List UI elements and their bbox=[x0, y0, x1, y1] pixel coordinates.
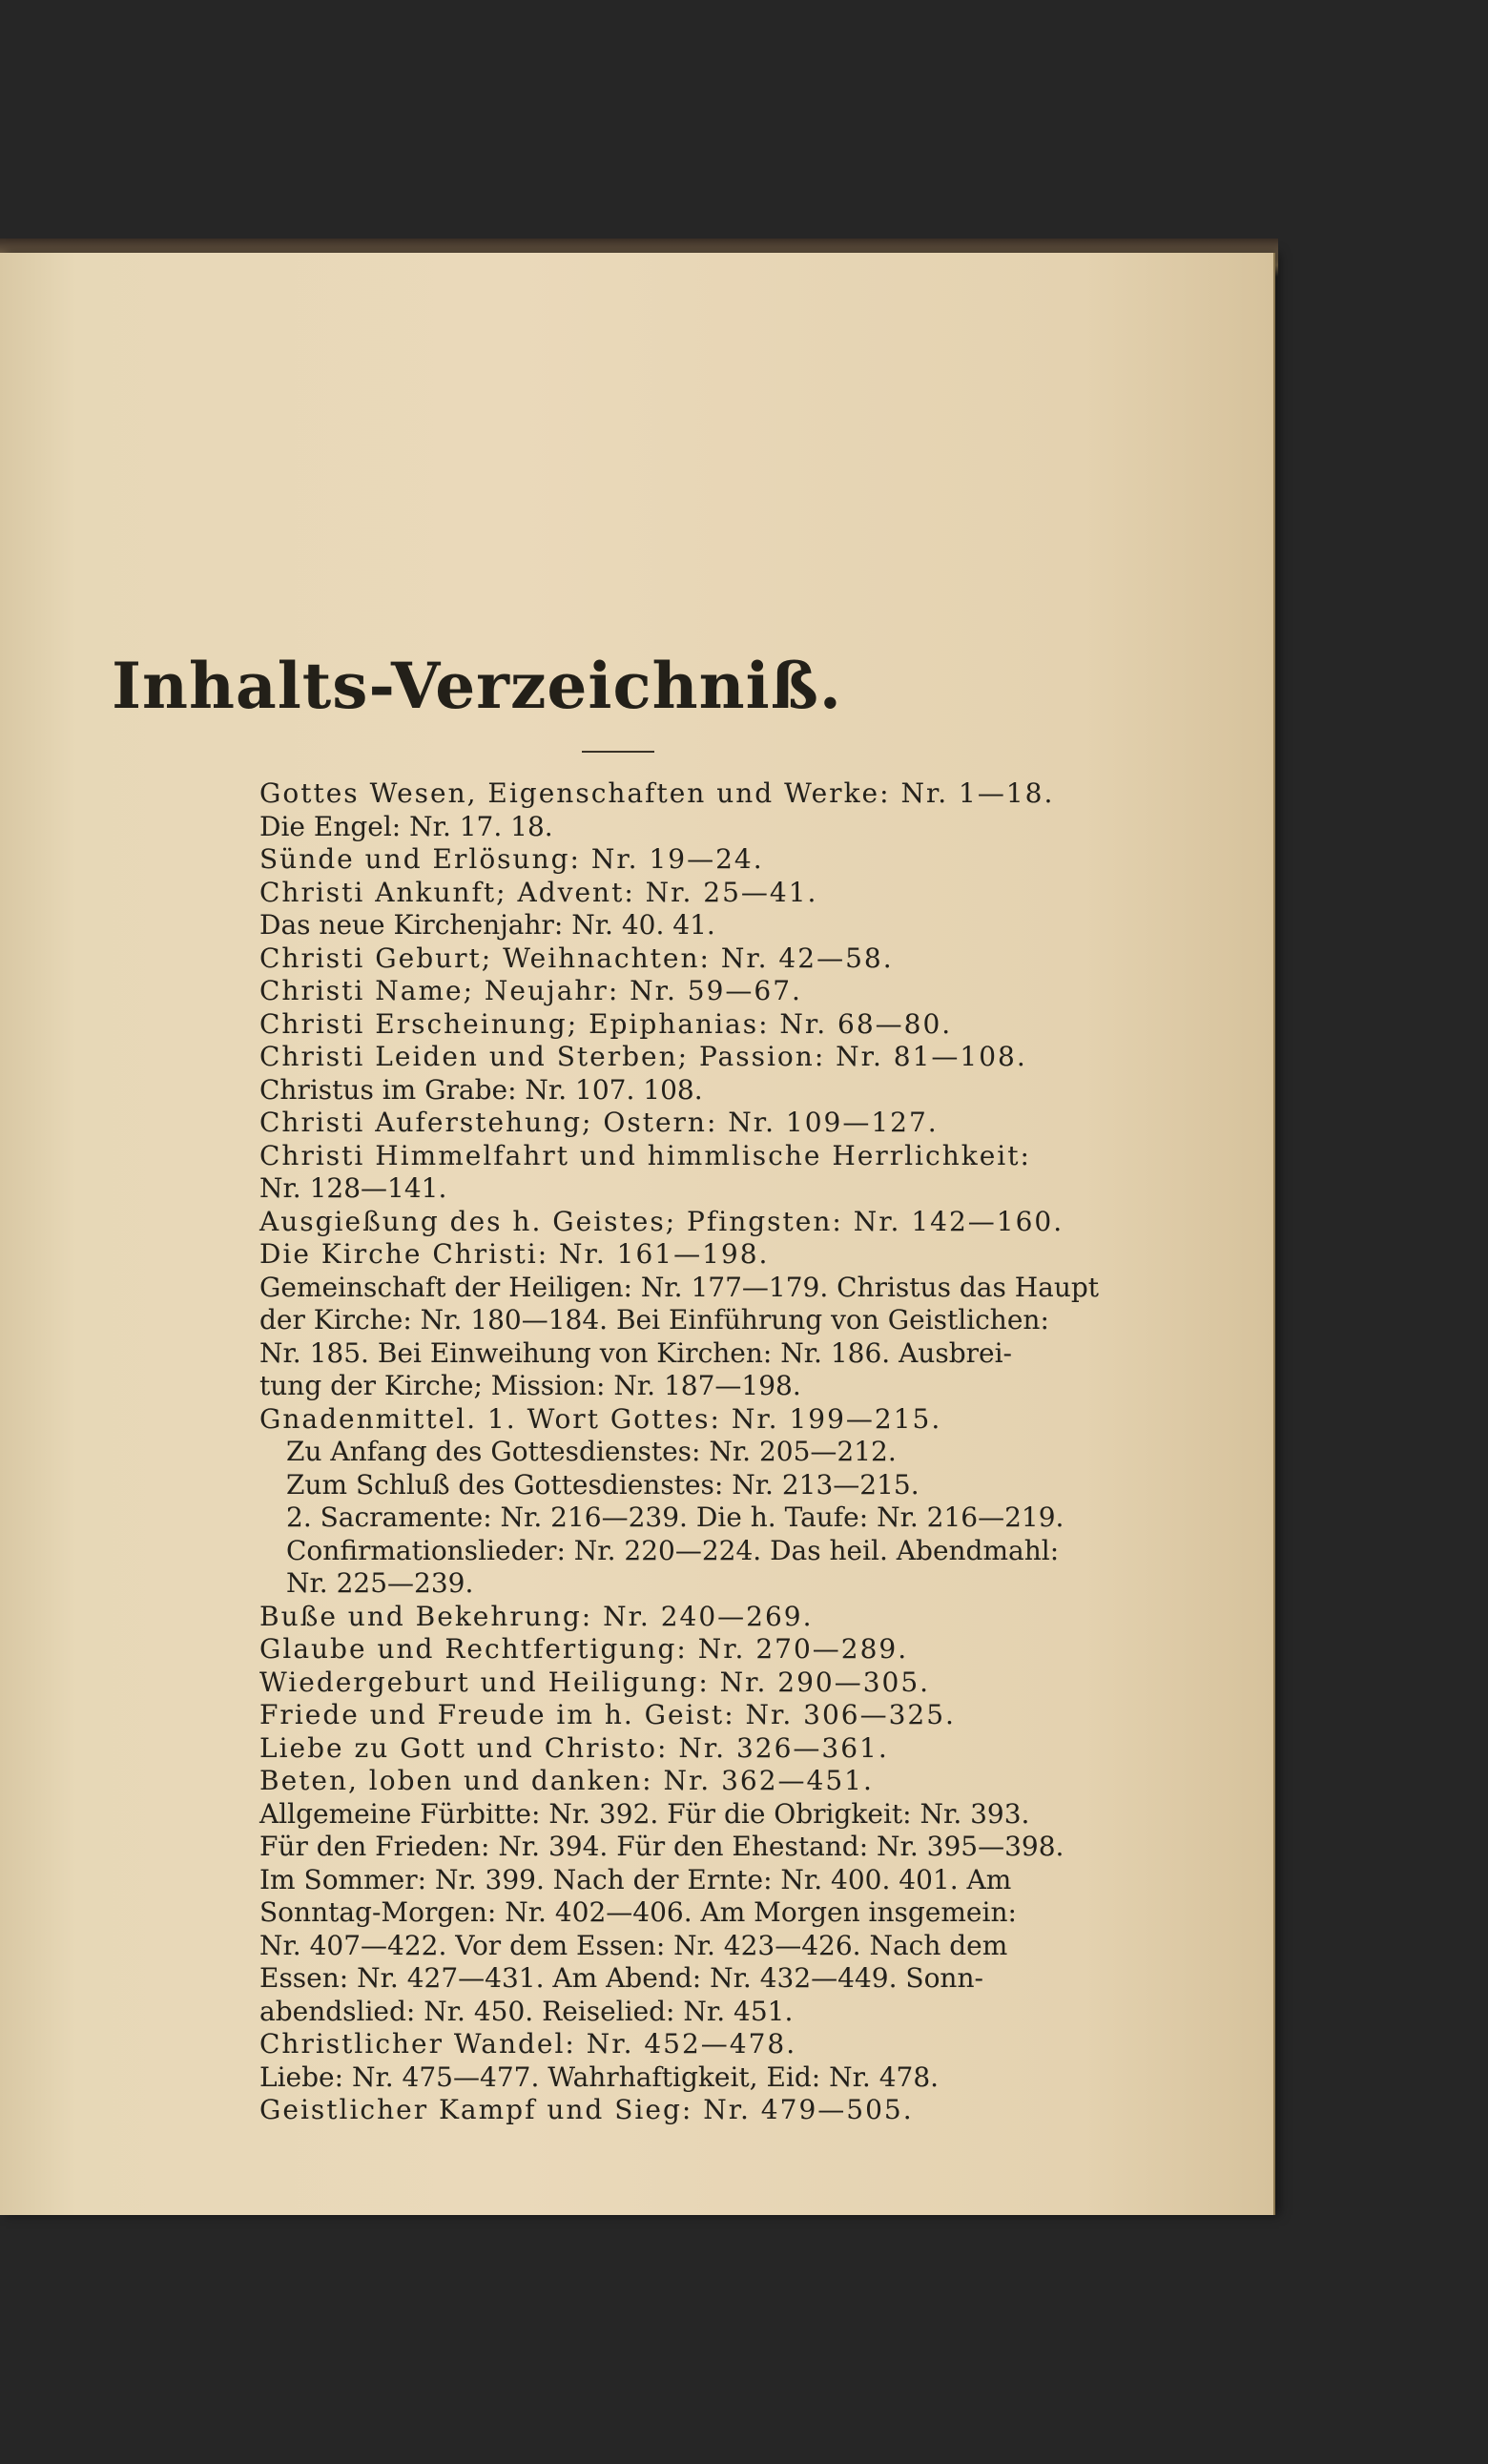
toc-entry-text: Ausgießung des h. Geistes; Pfingsten: Nr. 142—160. bbox=[259, 1205, 1064, 1237]
toc-entry-text: Christi Erscheinung; Epiphanias: Nr. 68—80. bbox=[259, 1007, 953, 1040]
toc-entry-text: Christi Himmelfahrt und himmlische Herrlichkeit: bbox=[259, 1139, 1031, 1171]
toc-entry-text: Confirmationslieder: Nr. 220—224. Das heil. Abendmahl: bbox=[286, 1534, 1060, 1566]
toc-entry-text: tung der Kirche; Mission: Nr. 187—198. bbox=[259, 1370, 801, 1401]
toc-entry-text: Christi Geburt; Weihnachten: Nr. 42—58. bbox=[259, 942, 894, 974]
toc-entry-text: 2. Sacramente: Nr. 216—239. Die h. Taufe: Nr. 216—219. bbox=[286, 1501, 1064, 1533]
toc-entry-text: Friede und Freude im h. Geist: Nr. 306—325. bbox=[259, 1699, 956, 1730]
toc-entry-text: Liebe: Nr. 475—477. Wahrhaftigkeit, Eid: Nr. 478. bbox=[259, 2060, 940, 2093]
toc-entry-text: Buße und Bekehrung: Nr. 240—269. bbox=[259, 1600, 814, 1632]
toc-entry-text: Sünde und Erlösung: Nr. 19—24. bbox=[259, 843, 764, 875]
toc-entry-text: Christlicher Wandel: Nr. 452—478. bbox=[259, 2028, 797, 2060]
toc-entry-text: Gemeinschaft der Heiligen: Nr. 177—179. Christus das Haupt bbox=[259, 1271, 1100, 1303]
toc-entry-text: Glaube und Rechtfertigung: Nr. 270—289. bbox=[259, 1633, 909, 1665]
toc-entry-text: Liebe zu Gott und Christo: Nr. 326—361. bbox=[259, 1731, 889, 1764]
toc-entry-text: Nr. 407—422. Vor dem Essen: Nr. 423—426. Nach dem bbox=[259, 1929, 1008, 1961]
toc-entry-text: Geistlicher Kampf und Sieg: Nr. 479—505. bbox=[259, 2094, 914, 2125]
toc-entry-text: Sonntag-Morgen: Nr. 402—406. Am Morgen insgemein: bbox=[259, 1896, 1017, 1928]
toc-entry-text: Nr. 225—239. bbox=[286, 1567, 474, 1599]
toc-entry-text: abendslied: Nr. 450. Reiselied: Nr. 451. bbox=[259, 1995, 794, 2027]
toc-entry-text: Christi Leiden und Sterben; Passion: Nr. 81—108. bbox=[259, 1041, 1027, 1072]
title-divider bbox=[582, 751, 654, 753]
toc-entry-text: Die Engel: Nr. 17. 18. bbox=[259, 810, 553, 842]
toc-entry-text: Gottes Wesen, Eigenschaften und Werke: Nr. 1—18. bbox=[259, 777, 1055, 809]
toc-entry-text: der Kirche: Nr. 180—184. Bei Einführung von Geistlichen: bbox=[259, 1304, 1049, 1336]
toc-entry-text: Essen: Nr. 427—431. Am Abend: Nr. 432—449. Sonn- bbox=[259, 1962, 983, 1994]
toc-entry-text: Nr. 128—141. bbox=[259, 1172, 447, 1204]
toc-entry-text: Zu Anfang des Gottesdienstes: Nr. 205—212. bbox=[286, 1436, 897, 1467]
toc-entry-text: Die Kirche Christi: Nr. 161—198. bbox=[259, 1238, 770, 1270]
toc-entry-text: Für den Frieden: Nr. 394. Für den Ehestand: Nr. 395—398. bbox=[259, 1831, 1064, 1862]
toc-entry-text: Gnadenmittel. 1. Wort Gottes: Nr. 199—215. bbox=[259, 1402, 942, 1435]
toc-entry-text: Beten, loben und danken: Nr. 362—451. bbox=[259, 1765, 874, 1796]
toc-entry-text: Christi Name; Neujahr: Nr. 59—67. bbox=[259, 975, 802, 1006]
toc-entry-text: Nr. 185. Bei Einweihung von Kirchen: Nr. 186. Ausbrei- bbox=[259, 1336, 1012, 1369]
toc-entry-text: Das neue Kirchenjahr: Nr. 40. 41. bbox=[259, 909, 715, 941]
toc-entry-text: Christi Ankunft; Advent: Nr. 25—41. bbox=[259, 876, 818, 908]
toc-entry-text: Allgemeine Fürbitte: Nr. 392. Für die Obrigkeit: Nr. 393. bbox=[259, 1797, 1030, 1830]
toc-entry-text: Im Sommer: Nr. 399. Nach der Ernte: Nr. 400. 401. Am bbox=[259, 1863, 1012, 1895]
page-title: Inhalts-Verzeichniß. bbox=[112, 649, 842, 723]
toc-entry-text: Wiedergeburt und Heiligung: Nr. 290—305. bbox=[259, 1666, 931, 1698]
toc-entry-text: Christus im Grabe: Nr. 107. 108. bbox=[259, 1073, 703, 1106]
toc-entry-text: Zum Schluß des Gottesdienstes: Nr. 213—215. bbox=[286, 1468, 920, 1501]
toc-entry-text: Christi Auferstehung; Ostern: Nr. 109—127. bbox=[259, 1107, 939, 1138]
